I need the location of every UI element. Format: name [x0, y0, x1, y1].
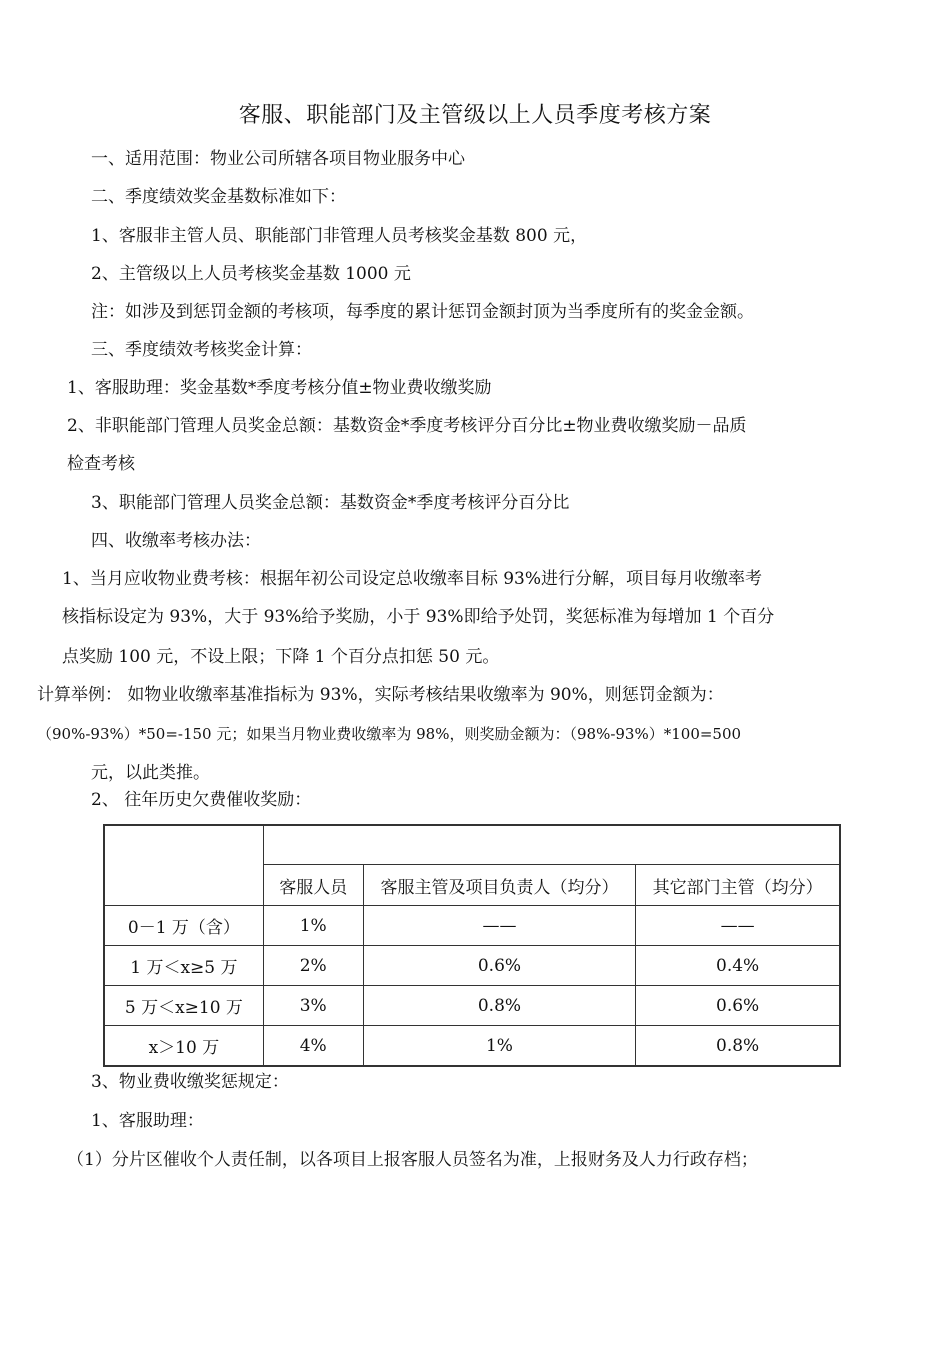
paragraph-scope: 一、适用范围：物业公司所辖各项目物业服务中心 [91, 149, 465, 169]
table-cell: 0.6% [636, 986, 840, 1026]
paragraph-example-formula: （90%-93%）*50=-150 元；如果当月物业费收缴率为 98%，则奖励金额为：（98%-93%）*100=500 [37, 725, 742, 743]
paragraph-example: 计算举例： 如物业收缴率基准指标为 93%，实际考核结果收缴率为 90%，则惩罚金额为： [37, 685, 724, 705]
paragraph-example-end: 元，以此类推。 [91, 763, 210, 783]
paragraph-monthly-assessment-cont1: 核指标设定为 93%，大于 93%给予奖励，小于 93%即给予处罚，奖惩标准为每增加 1 个百分 [62, 607, 775, 627]
paragraph-service-assistant: 1、客服助理：奖金基数*季度考核分值±物业费收缴奖励 [67, 378, 492, 398]
paragraph-monthly-assessment-cont2: 点奖励 100 元，不设上限；下降 1 个百分点扣惩 50 元。 [62, 647, 500, 667]
page-title: 客服、职能部门及主管级以上人员季度考核方案 [238, 103, 712, 128]
table-top-merged-cell [263, 825, 840, 865]
paragraph-collection-rules: 3、物业费收缴奖惩规定： [91, 1072, 289, 1092]
table-row [104, 946, 840, 986]
table-header-cell: 客服主管及项目负责人（均分） [363, 865, 636, 906]
paragraph-rules-service-assistant: 1、客服助理： [91, 1111, 204, 1131]
table-cell: 0.8% [636, 1026, 840, 1067]
table-corner-cell [104, 825, 263, 906]
table-row [104, 986, 840, 1026]
table-cell-range: 5 万＜x≥10 万 [104, 986, 263, 1026]
paragraph-non-functional-manager-cont: 检查考核 [67, 454, 135, 474]
paragraph-base-1000: 2、主管级以上人员考核奖金基数 1000 元 [91, 264, 411, 284]
table-cell: 2% [263, 946, 363, 986]
table-cell-range: 1 万＜x≥5 万 [104, 946, 263, 986]
table-row [104, 906, 840, 946]
table-cell: 0.8% [363, 986, 636, 1026]
table-header-cell: 客服人员 [263, 865, 363, 906]
paragraph-arrears-reward: 2、 往年历史欠费催收奖励： [91, 790, 312, 810]
paragraph-section-two: 二、季度绩效奖金基数标准如下： [91, 187, 346, 207]
table-cell: —— [363, 906, 636, 946]
table-cell: 4% [263, 1026, 363, 1067]
paragraph-non-functional-manager: 2、非职能部门管理人员奖金总额：基数资金*季度考核评分百分比±物业费收缴奖励－品质 [67, 416, 747, 436]
paragraph-rules-item-one: （1）分片区催收个人责任制，以各项目上报客服人员签名为准，上报财务及人力行政存档； [67, 1150, 758, 1170]
table-cell: 0.4% [636, 946, 840, 986]
table-cell: 1% [263, 906, 363, 946]
table-cell: 1% [363, 1026, 636, 1067]
table-cell-range: x＞10 万 [104, 1026, 263, 1067]
table-cell-range: 0－1 万（含） [104, 906, 263, 946]
table-header-cell: 其它部门主管（均分） [636, 865, 840, 906]
paragraph-section-four: 四、收缴率考核办法： [91, 531, 261, 551]
paragraph-base-800: 1、客服非主管人员、职能部门非管理人员考核奖金基数 800 元， [91, 226, 588, 246]
paragraph-section-three: 三、季度绩效考核奖金计算： [91, 340, 312, 360]
table-cell: 3% [263, 986, 363, 1026]
paragraph-functional-manager: 3、职能部门管理人员奖金总额：基数资金*季度考核评分百分比 [91, 493, 570, 513]
table-row [104, 1026, 840, 1067]
table-cell: —— [636, 906, 840, 946]
arrears-reward-table [103, 824, 841, 1067]
paragraph-note: 注：如涉及到惩罚金额的考核项，每季度的累计惩罚金额封顶为当季度所有的奖金金额。 [91, 302, 754, 322]
table-cell: 0.6% [363, 946, 636, 986]
paragraph-monthly-assessment: 1、当月应收物业费考核：根据年初公司设定总收缴率目标 93%进行分解，项目每月收缴率考 [62, 569, 763, 589]
